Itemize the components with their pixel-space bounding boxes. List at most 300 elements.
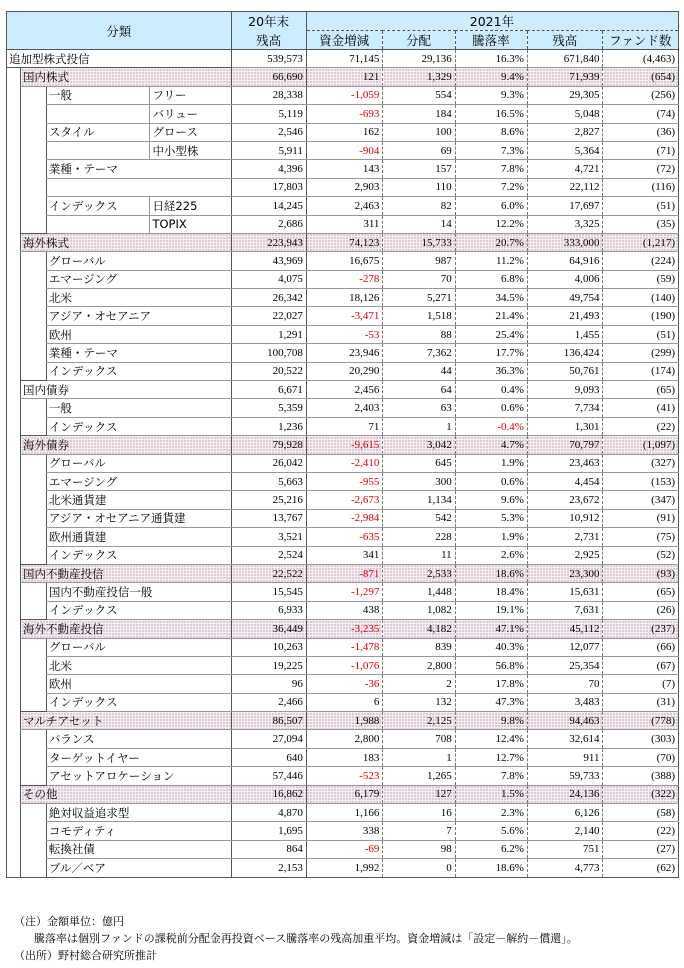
data-cell: 0 [383, 859, 455, 877]
data-cell: (327) [603, 454, 679, 472]
row-sublabel: フリー [150, 86, 232, 104]
data-cell: 10,263 [232, 638, 306, 656]
data-cell: 63 [383, 399, 455, 417]
data-cell: 70 [527, 675, 603, 693]
data-cell: 94,463 [527, 712, 603, 730]
row-sublabel: 日経225 [150, 197, 232, 215]
data-cell: (65) [603, 381, 679, 399]
data-cell: 12.2% [455, 215, 527, 233]
data-cell: 228 [383, 528, 455, 546]
data-cell: (35) [603, 215, 679, 233]
data-cell: 5,119 [232, 105, 306, 123]
data-cell: 23,463 [527, 454, 603, 472]
data-cell: 5,364 [527, 141, 603, 159]
data-cell: 69 [383, 141, 455, 159]
indent-cell [7, 105, 21, 123]
table-row [7, 564, 679, 582]
data-cell: 70 [383, 270, 455, 288]
data-cell: 5,271 [383, 289, 455, 307]
data-cell: 7.8% [455, 160, 527, 178]
indent-cell [21, 583, 47, 601]
data-cell: 671,840 [527, 50, 603, 68]
data-cell: 1,236 [232, 417, 306, 435]
indent-cell [7, 712, 21, 730]
fund-flow-table [6, 11, 679, 878]
data-cell: 2,800 [306, 730, 383, 748]
data-cell: 40.3% [455, 638, 527, 656]
data-cell: (303) [603, 730, 679, 748]
data-cell: 751 [527, 840, 603, 858]
data-cell: 8.6% [455, 123, 527, 141]
table-row [7, 215, 679, 233]
indent-cell [21, 417, 47, 435]
header-2020: 20年末 [232, 12, 306, 31]
table-row [7, 454, 679, 472]
indent-cell [7, 767, 21, 785]
data-cell: -1,297 [306, 583, 383, 601]
indent-cell [21, 325, 47, 343]
indent-cell [21, 693, 47, 711]
data-cell: 6,671 [232, 381, 306, 399]
indent-cell [21, 859, 47, 877]
data-cell: 2,925 [527, 546, 603, 564]
table-row [7, 620, 679, 638]
data-cell: 9.8% [455, 712, 527, 730]
data-cell: 300 [383, 472, 455, 490]
data-cell: 26,042 [232, 454, 306, 472]
data-cell: 25,216 [232, 491, 306, 509]
data-cell: (26) [603, 601, 679, 619]
data-cell: 136,424 [527, 344, 603, 362]
row-label: 一般 [46, 399, 232, 417]
indent-cell [7, 325, 21, 343]
data-cell: 1,082 [383, 601, 455, 619]
data-cell: -635 [306, 528, 383, 546]
data-cell: 1,448 [383, 583, 455, 601]
indent-cell [21, 730, 47, 748]
header-2021: 2021年 [306, 12, 678, 31]
data-cell: (58) [603, 804, 679, 822]
data-cell: 11.2% [455, 252, 527, 270]
data-cell: 14,245 [232, 197, 306, 215]
row-label: エマージング [46, 472, 232, 490]
data-cell: 1.5% [455, 785, 527, 803]
indent-cell [7, 160, 21, 178]
data-cell: 17,697 [527, 197, 603, 215]
data-cell: (27) [603, 840, 679, 858]
data-cell: 16.3% [455, 50, 527, 68]
data-cell: 71,939 [527, 68, 603, 86]
data-cell: -3,235 [306, 620, 383, 638]
indent-cell [7, 656, 21, 674]
header-fund-count: ファンド数 [603, 31, 679, 50]
indent-cell [7, 307, 21, 325]
data-cell: 86,507 [232, 712, 306, 730]
row-label: インデックス [46, 601, 232, 619]
data-cell: 15,631 [527, 583, 603, 601]
table-row [7, 362, 679, 380]
data-cell: 19.1% [455, 601, 527, 619]
data-cell: 2.3% [455, 804, 527, 822]
indent-cell [7, 436, 21, 454]
indent-cell [21, 362, 47, 380]
data-cell: (93) [603, 564, 679, 582]
indent-cell [7, 197, 21, 215]
indent-cell [7, 399, 21, 417]
data-cell: 2,456 [306, 381, 383, 399]
data-cell: (71) [603, 141, 679, 159]
row-sublabel: TOPIX [150, 215, 232, 233]
indent-cell [21, 270, 47, 288]
data-cell: -278 [306, 270, 383, 288]
data-cell: 9.3% [455, 86, 527, 104]
data-cell: (72) [603, 160, 679, 178]
note-method: 騰落率は個別ファンドの課税前分配金再投資ベース騰落率の残高加重平均。資金増減は「設定－解約－償還」。 [34, 932, 578, 945]
indent-cell [21, 840, 47, 858]
data-cell: (224) [603, 252, 679, 270]
data-cell: -955 [306, 472, 383, 490]
data-cell: 2,463 [306, 197, 383, 215]
row-label: インデックス [46, 197, 150, 215]
indent-cell [21, 454, 47, 472]
row-label: アセットアロケーション [46, 767, 232, 785]
data-cell: 9,093 [527, 381, 603, 399]
table-row [7, 436, 679, 454]
indent-cell [21, 252, 47, 270]
row-label: グローバル [46, 638, 232, 656]
indent-cell [7, 454, 21, 472]
data-cell: 338 [306, 822, 383, 840]
row-label: インデックス [46, 362, 232, 380]
data-cell: 5.3% [455, 509, 527, 527]
data-cell: 0.4% [455, 381, 527, 399]
row-label: アジア・オセアニア通貨建 [46, 509, 232, 527]
data-cell: 640 [232, 748, 306, 766]
data-cell: 4,773 [527, 859, 603, 877]
row-label [46, 178, 232, 196]
table-row [7, 381, 679, 399]
table-row [7, 197, 679, 215]
data-cell: 6,933 [232, 601, 306, 619]
data-cell: 1,329 [383, 68, 455, 86]
data-cell: 911 [527, 748, 603, 766]
data-cell: (65) [603, 583, 679, 601]
row-label: グローバル [46, 454, 232, 472]
data-cell: -523 [306, 767, 383, 785]
row-label: マルチアセット [21, 712, 232, 730]
data-cell: 2,686 [232, 215, 306, 233]
row-label: 国内債券 [21, 381, 232, 399]
data-cell: 16,862 [232, 785, 306, 803]
data-cell: (256) [603, 86, 679, 104]
footnotes [14, 913, 578, 964]
data-cell: 6 [306, 693, 383, 711]
row-label: 海外株式 [21, 233, 232, 251]
row-label: インデックス [46, 417, 232, 435]
data-cell: -904 [306, 141, 383, 159]
data-cell: 24,136 [527, 785, 603, 803]
data-cell: 43,969 [232, 252, 306, 270]
row-label: 海外不動産投信 [21, 620, 232, 638]
data-cell: 5,359 [232, 399, 306, 417]
data-cell: 27,094 [232, 730, 306, 748]
data-cell: 1,518 [383, 307, 455, 325]
data-cell: -1,059 [306, 86, 383, 104]
row-label [46, 141, 150, 159]
data-cell: 22,027 [232, 307, 306, 325]
indent-cell [21, 748, 47, 766]
data-cell: (31) [603, 693, 679, 711]
data-cell: (116) [603, 178, 679, 196]
data-cell: 18.6% [455, 564, 527, 582]
data-cell: 71 [306, 417, 383, 435]
row-label: 欧州 [46, 675, 232, 693]
data-cell: 1,134 [383, 491, 455, 509]
data-cell: 64 [383, 381, 455, 399]
data-cell: (347) [603, 491, 679, 509]
data-cell: 88 [383, 325, 455, 343]
data-cell: 4,182 [383, 620, 455, 638]
data-cell: -9,615 [306, 436, 383, 454]
data-cell: 100 [383, 123, 455, 141]
header-return-rate: 騰落率 [455, 31, 527, 50]
data-cell: 2 [383, 675, 455, 693]
data-cell: 17.8% [455, 675, 527, 693]
data-cell: 23,300 [527, 564, 603, 582]
data-cell: 79,928 [232, 436, 306, 454]
table-row [7, 656, 679, 674]
data-cell: -53 [306, 325, 383, 343]
row-label: 国内株式 [21, 68, 232, 86]
data-cell: 121 [306, 68, 383, 86]
indent-cell [21, 528, 47, 546]
indent-cell [21, 601, 47, 619]
table-row [7, 86, 679, 104]
data-cell: 1,992 [306, 859, 383, 877]
data-cell: 36,449 [232, 620, 306, 638]
data-cell: 18.6% [455, 859, 527, 877]
data-cell: 127 [383, 785, 455, 803]
row-label: ターゲットイヤー [46, 748, 232, 766]
data-cell: 987 [383, 252, 455, 270]
data-cell: 1,988 [306, 712, 383, 730]
data-cell: (62) [603, 859, 679, 877]
indent-cell [7, 528, 21, 546]
data-cell: 59,733 [527, 767, 603, 785]
data-cell: 2,827 [527, 123, 603, 141]
data-cell: (52) [603, 546, 679, 564]
row-label: グローバル [46, 252, 232, 270]
data-cell: 5.6% [455, 822, 527, 840]
table-row [7, 50, 679, 68]
indent-cell [7, 252, 21, 270]
indent-cell [21, 105, 47, 123]
data-cell: 311 [306, 215, 383, 233]
data-cell: 64,916 [527, 252, 603, 270]
indent-cell [21, 804, 47, 822]
row-label: その他 [21, 785, 232, 803]
data-cell: -69 [306, 840, 383, 858]
data-cell: 5,911 [232, 141, 306, 159]
note-unit: （注）金額単位：億円 [14, 915, 124, 928]
data-cell: 25,354 [527, 656, 603, 674]
indent-cell [7, 86, 21, 104]
data-cell: 47.3% [455, 693, 527, 711]
data-cell: 29,305 [527, 86, 603, 104]
indent-cell [21, 675, 47, 693]
data-cell: 96 [232, 675, 306, 693]
data-cell: 2,546 [232, 123, 306, 141]
table-row [7, 160, 679, 178]
table-row [7, 822, 679, 840]
data-cell: (1,097) [603, 436, 679, 454]
data-cell: 183 [306, 748, 383, 766]
data-cell: 36.3% [455, 362, 527, 380]
data-cell: (59) [603, 270, 679, 288]
data-cell: 45,112 [527, 620, 603, 638]
row-sublabel: バリュー [150, 105, 232, 123]
data-cell: 20,290 [306, 362, 383, 380]
table-row [7, 344, 679, 362]
data-cell: (36) [603, 123, 679, 141]
row-label: バランス [46, 730, 232, 748]
data-cell: 15,545 [232, 583, 306, 601]
data-cell: 17.7% [455, 344, 527, 362]
table-row [7, 509, 679, 527]
data-cell: 2.6% [455, 546, 527, 564]
table-row [7, 233, 679, 251]
row-label: 国内不動産投信 [21, 564, 232, 582]
data-cell: 16,675 [306, 252, 383, 270]
data-cell: 2,403 [306, 399, 383, 417]
header-dividend: 分配 [383, 31, 455, 50]
data-cell: 3,483 [527, 693, 603, 711]
data-cell: 16 [383, 804, 455, 822]
row-sublabel: 中小型株 [150, 141, 232, 159]
table-row [7, 840, 679, 858]
row-label: ブル／ベア [46, 859, 232, 877]
data-cell: 7,734 [527, 399, 603, 417]
data-cell: 71,145 [306, 50, 383, 68]
data-cell: 864 [232, 840, 306, 858]
header-balance: 残高 [527, 31, 603, 50]
data-cell: 66,690 [232, 68, 306, 86]
data-cell: 56.8% [455, 656, 527, 674]
indent-cell [7, 472, 21, 490]
data-cell: 18.4% [455, 583, 527, 601]
indent-cell [21, 289, 47, 307]
indent-cell [21, 197, 47, 215]
data-cell: 1,301 [527, 417, 603, 435]
data-cell: 44 [383, 362, 455, 380]
data-cell: 2,140 [527, 822, 603, 840]
data-cell: 542 [383, 509, 455, 527]
data-cell: 0.6% [455, 472, 527, 490]
row-label: インデックス [46, 546, 232, 564]
row-label: インデックス [46, 693, 232, 711]
data-cell: 7,362 [383, 344, 455, 362]
table-row [7, 859, 679, 877]
data-cell: 14 [383, 215, 455, 233]
data-cell: 74,123 [306, 233, 383, 251]
data-cell: 23,946 [306, 344, 383, 362]
row-label: 一般 [46, 86, 150, 104]
indent-cell [21, 215, 47, 233]
data-cell: 708 [383, 730, 455, 748]
table-row [7, 601, 679, 619]
data-cell: -2,984 [306, 509, 383, 527]
table-row [7, 472, 679, 490]
table-row [7, 583, 679, 601]
indent-cell [7, 141, 21, 159]
data-cell: 1,695 [232, 822, 306, 840]
row-label: 欧州 [46, 325, 232, 343]
data-cell: 4.7% [455, 436, 527, 454]
data-cell: 13,767 [232, 509, 306, 527]
data-cell: 7.3% [455, 141, 527, 159]
indent-cell [21, 472, 47, 490]
data-cell: 2,125 [383, 712, 455, 730]
data-cell: 19,225 [232, 656, 306, 674]
data-cell: (22) [603, 417, 679, 435]
data-cell: 157 [383, 160, 455, 178]
table-row [7, 638, 679, 656]
data-cell: 11 [383, 546, 455, 564]
data-cell: 7.2% [455, 178, 527, 196]
indent-cell [7, 804, 21, 822]
indent-cell [21, 123, 47, 141]
data-cell: 2,903 [306, 178, 383, 196]
row-label: コモディティ [46, 822, 232, 840]
data-cell: 2,533 [383, 564, 455, 582]
row-label: 北米 [46, 656, 232, 674]
data-cell: 17,803 [232, 178, 306, 196]
data-cell: 162 [306, 123, 383, 141]
table-row [7, 417, 679, 435]
data-cell: 2,153 [232, 859, 306, 877]
data-cell: (190) [603, 307, 679, 325]
data-cell: 34.5% [455, 289, 527, 307]
indent-cell [21, 509, 47, 527]
table-row [7, 289, 679, 307]
table-row [7, 675, 679, 693]
indent-cell [21, 822, 47, 840]
data-cell: 10,912 [527, 509, 603, 527]
indent-cell [7, 583, 21, 601]
data-cell: 16.5% [455, 105, 527, 123]
header-flow: 資金増減 [306, 31, 383, 50]
indent-cell [7, 859, 21, 877]
row-label: 業種・テーマ [46, 160, 232, 178]
data-cell: (91) [603, 509, 679, 527]
data-cell: 25.4% [455, 325, 527, 343]
data-cell: 6,179 [306, 785, 383, 803]
indent-cell [21, 767, 47, 785]
indent-cell [7, 233, 21, 251]
data-cell: 20,522 [232, 362, 306, 380]
table-row [7, 325, 679, 343]
data-cell: 1,291 [232, 325, 306, 343]
data-cell: 9.4% [455, 68, 527, 86]
data-cell: 4,870 [232, 804, 306, 822]
data-cell: (51) [603, 197, 679, 215]
data-cell: (237) [603, 620, 679, 638]
row-label: エマージング [46, 270, 232, 288]
data-cell: 4,454 [527, 472, 603, 490]
row-label: 国内不動産投信一般 [46, 583, 232, 601]
indent-cell [7, 491, 21, 509]
data-cell: 12.7% [455, 748, 527, 766]
